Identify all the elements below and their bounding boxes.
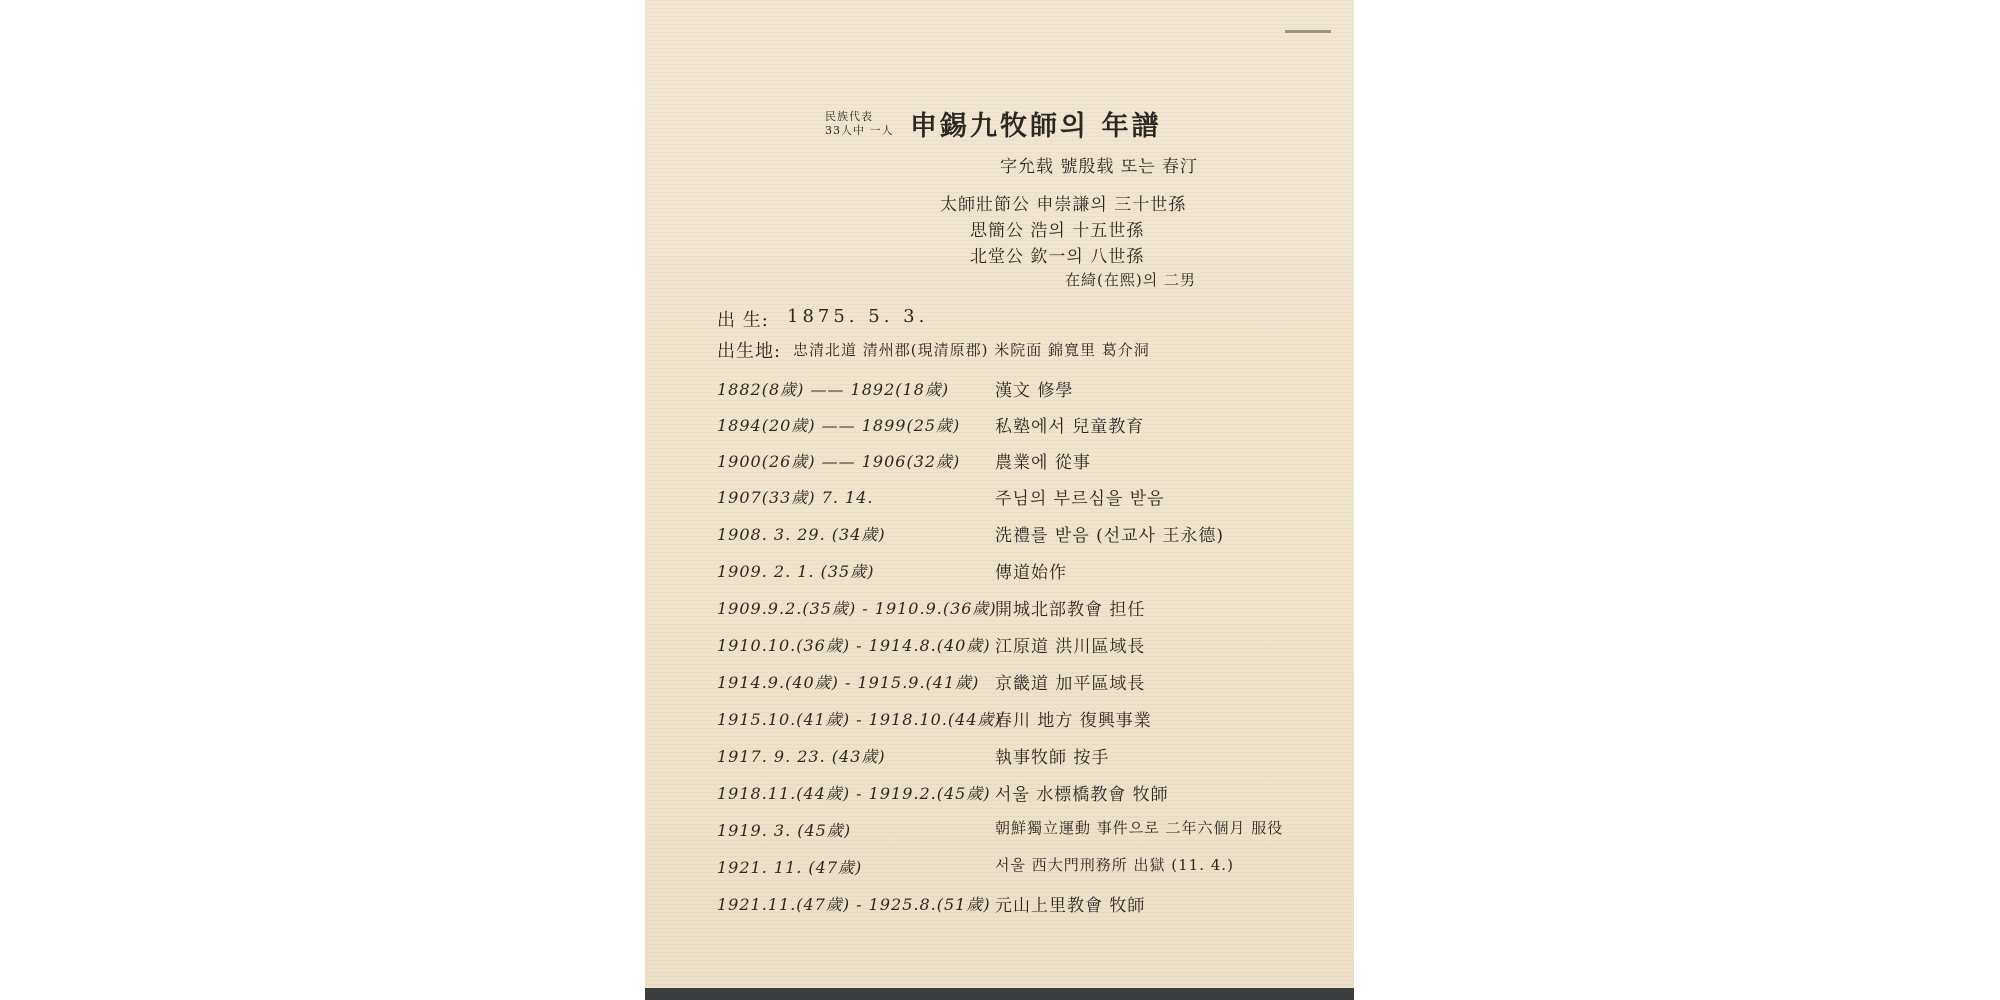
timeline-date: 1909. 2. 1. (35歲) [717, 562, 875, 581]
timeline-date: 1908. 3. 29. (34歲) [717, 525, 886, 544]
timeline-date: 1910.10.(36歲) - 1914.8.(40歲) [717, 636, 991, 655]
timeline-date: 1921. 11. (47歲) [717, 858, 863, 877]
timeline-event: 서울 西大門刑務所 出獄 (11. 4.) [995, 856, 1234, 874]
lineage-line: 太師壯節公 申崇謙의 三十世孫 [940, 195, 1187, 215]
timeline-date: 1900(26歲) —— 1906(32歲) [717, 452, 961, 471]
page-edge-mark [1285, 30, 1331, 33]
timeline-event: 元山上里教會 牧師 [995, 896, 1146, 916]
timeline-event: 私塾에서 兒童教育 [995, 417, 1145, 437]
timeline-date: 1918.11.(44歲) - 1919.2.(45歲) [717, 784, 991, 803]
scan-bottom-edge [645, 988, 1354, 1000]
document-page [645, 0, 1354, 1000]
timeline-date: 1909.9.2.(35歲) - 1910.9.(36歲) [717, 599, 997, 618]
title-prefix-line1: 民族代表 [825, 110, 873, 123]
birth-label: 出 生: [717, 310, 769, 331]
title-prefix-line2: 33人中 一人 [825, 124, 894, 137]
birthplace-label: 出生地: [717, 341, 782, 362]
timeline-date: 1919. 3. (45歲) [717, 821, 852, 840]
timeline-event: 開城北部教會 担任 [995, 600, 1146, 620]
timeline-date: 1882(8歲) —— 1892(18歲) [717, 380, 950, 399]
lineage-line: 思簡公 浩의 十五世孫 [970, 221, 1145, 241]
timeline-event: 漢文 修學 [995, 381, 1074, 401]
timeline-date: 1921.11.(47歲) - 1925.8.(51歲) [717, 895, 991, 914]
timeline-event: 서울 水標橋教會 牧師 [995, 785, 1169, 805]
timeline-event: 江原道 洪川區域長 [995, 637, 1146, 657]
timeline-date: 1914.9.(40歲) - 1915.9.(41歲) [717, 673, 980, 692]
timeline-event: 주님의 부르심을 받음 [995, 489, 1165, 509]
timeline-event: 執事牧師 按手 [995, 748, 1110, 768]
timeline-event: 春川 地方 復興事業 [995, 711, 1152, 731]
birth-date: 1875. 5. 3. [787, 306, 929, 327]
timeline-event: 京畿道 加平區域長 [995, 674, 1146, 694]
timeline-event: 農業에 從事 [995, 453, 1091, 473]
timeline-date: 1915.10.(41歲) - 1918.10.(44歲) [717, 710, 1002, 729]
timeline-event: 洗禮를 받음 (선교사 王永德) [995, 526, 1225, 546]
timeline-event: 傳道始作 [995, 563, 1067, 583]
timeline-date: 1917. 9. 23. (43歲) [717, 747, 886, 766]
courtesy-names: 字允载 號殷载 또는 春汀 [1000, 157, 1199, 177]
document-title: 申錫九牧師의 年譜 [910, 111, 1162, 142]
timeline-date: 1894(20歲) —— 1899(25歲) [717, 416, 961, 435]
timeline-event: 朝鮮獨立運動 事件으로 二年六個月 服役 [995, 819, 1284, 837]
lineage-line: 在綺(在熙)의 二男 [1065, 271, 1196, 289]
birthplace-value: 忠清北道 清州郡(現清原郡) 米院面 錦寬里 葛介洞 [793, 341, 1150, 359]
timeline-date: 1907(33歲) 7. 14. [717, 488, 874, 507]
lineage-line: 北堂公 欽一의 八世孫 [970, 247, 1145, 267]
